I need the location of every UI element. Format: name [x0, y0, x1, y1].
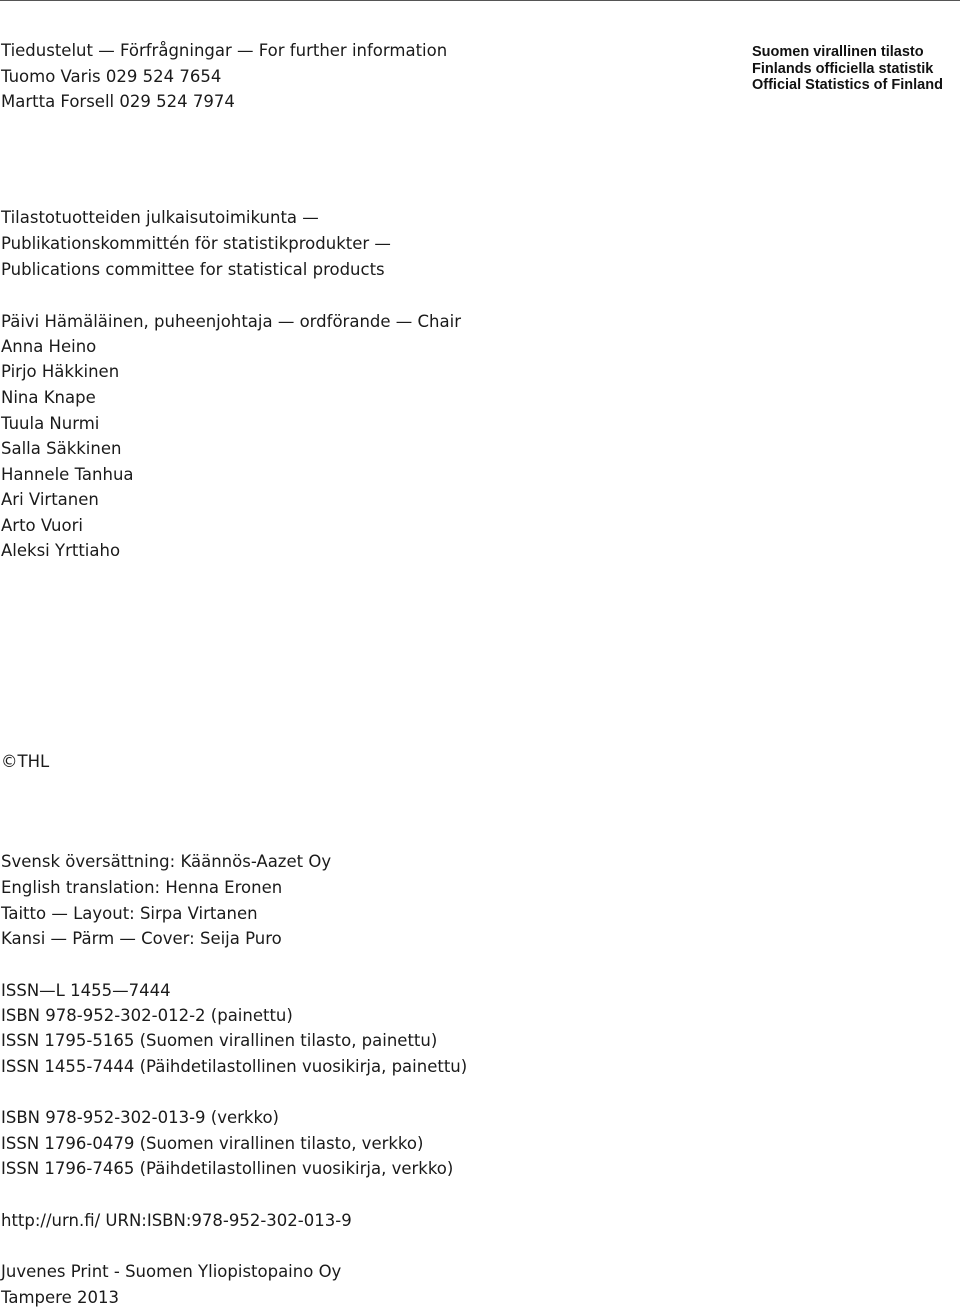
committee-title: Publications committee for statistical products: [1, 260, 385, 279]
identifier-line: ISSN 1795-5165 (Suomen virallinen tilasto, painettu): [1, 1031, 438, 1050]
credit-line: Svensk översättning: Käännös-Aazet Oy: [1, 852, 332, 871]
contact-line: Tuomo Varis 029 524 7654: [1, 67, 222, 86]
identifier-line: ISBN 978-952-302-013-9 (verkko): [1, 1108, 279, 1127]
committee-member: Anna Heino: [1, 337, 97, 356]
committee-member: Pirjo Häkkinen: [1, 362, 120, 381]
contact-line: Martta Forsell 029 524 7974: [1, 92, 235, 111]
credit-line: English translation: Henna Eronen: [1, 878, 283, 897]
urn-link[interactable]: http://urn.fi/ URN:ISBN:978-952-302-013-9: [1, 1211, 352, 1230]
committee-title: Publikationskommittén för statistikprodukter —: [1, 234, 391, 253]
copyright-notice: ©THL: [1, 752, 50, 771]
committee-member: Nina Knape: [1, 388, 96, 407]
identifier-line: ISBN 978-952-302-012-2 (painettu): [1, 1006, 293, 1025]
top-rule: [0, 0, 960, 1]
identifier-line: ISSN 1796-7465 (Päihdetilastollinen vuosikirja, verkko): [1, 1159, 454, 1178]
committee-member: Salla Säkkinen: [1, 439, 122, 458]
credit-line: Kansi — Pärm — Cover: Seija Puro: [1, 929, 282, 948]
committee-member: Ari Virtanen: [1, 490, 99, 509]
printer-line: Tampere 2013: [1, 1288, 119, 1307]
identifier-line: ISSN 1455-7444 (Päihdetilastollinen vuosikirja, painettu): [1, 1057, 468, 1076]
committee-title: Tilastotuotteiden julkaisutoimikunta —: [1, 208, 319, 227]
committee-member: Arto Vuori: [1, 516, 83, 535]
committee-member: Hannele Tanhua: [1, 465, 134, 484]
identifier-line: ISSN—L 1455—7444: [1, 981, 171, 1000]
committee-member: Aleksi Yrttiaho: [1, 541, 121, 560]
committee-member: Päivi Hämäläinen, puheenjohtaja — ordförande — Chair: [1, 312, 461, 331]
identifier-line: ISSN 1796-0479 (Suomen virallinen tilasto, verkko): [1, 1134, 424, 1153]
printer-line: Juvenes Print - Suomen Yliopistopaino Oy: [1, 1262, 342, 1281]
official-statistics-fi: Suomen virallinen tilasto: [752, 44, 924, 60]
credit-line: Taitto — Layout: Sirpa Virtanen: [1, 904, 258, 923]
official-statistics-en: Official Statistics of Finland: [752, 77, 943, 93]
committee-member: Tuula Nurmi: [1, 414, 100, 433]
contact-heading: Tiedustelut — Förfrågningar — For further information: [1, 41, 448, 60]
official-statistics-sv: Finlands officiella statistik: [752, 60, 934, 77]
official-statistics-logo: [752, 44, 943, 94]
